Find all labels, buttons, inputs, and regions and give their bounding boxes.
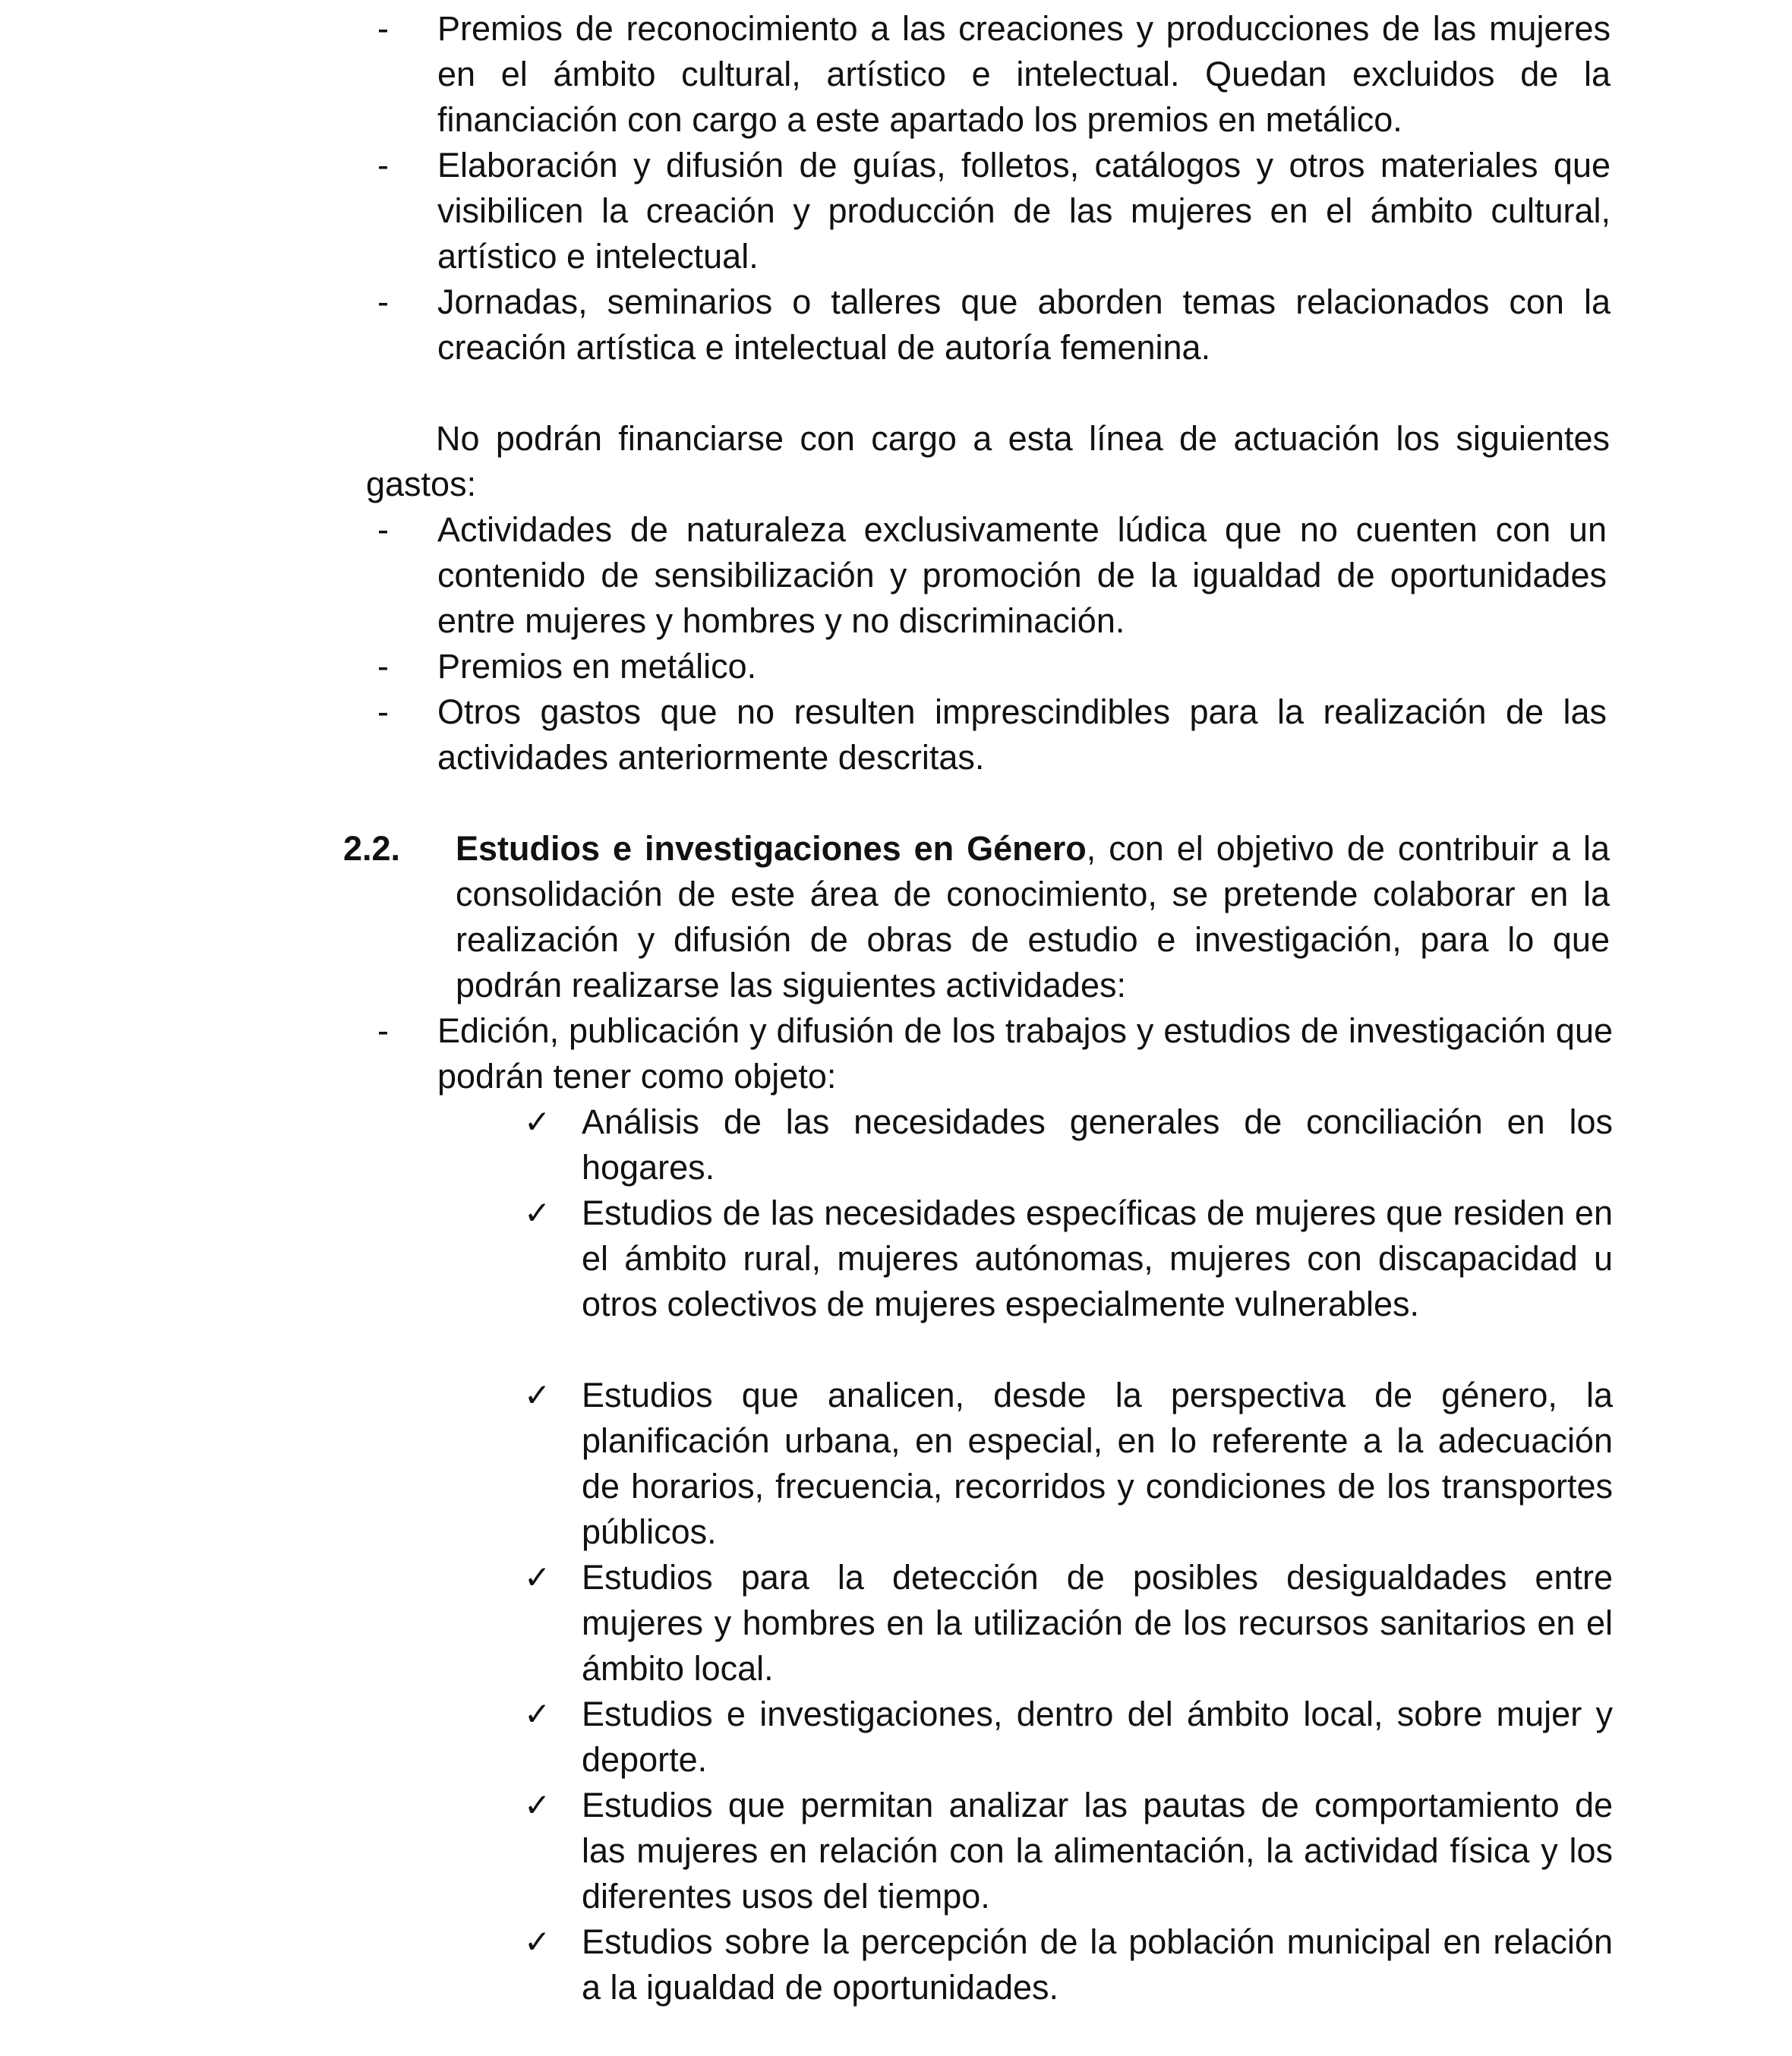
list-item: Otros gastos que no resulten imprescindibles para la realización de las actividades anteriormente descritas. (437, 692, 1607, 777)
dash-bullet: - (377, 647, 389, 686)
dash-bullet: - (377, 692, 389, 731)
check-icon: ✓ (524, 1559, 551, 1595)
list-item: Actividades de naturaleza exclusivamente lúdica que no cuenten con un contenido de sensibilización y promoción de la igualdad de oportunidades entre mujeres y hombres y no discriminación. (437, 510, 1607, 640)
exclusion-intro: No podrán financiarse con cargo a esta línea de actuación los siguientes gastos: (366, 419, 1610, 503)
section-number: 2.2. (343, 829, 401, 868)
check-icon: ✓ (524, 1787, 551, 1823)
list-item: Jornadas, seminarios o talleres que aborden temas relacionados con la creación artística e intelectual de autoría femenina. (437, 282, 1611, 367)
check-icon: ✓ (524, 1195, 551, 1231)
checklist-item: Estudios de las necesidades específicas de mujeres que residen en el ámbito rural, mujeres autónomas, mujeres con discapacidad u otros colectivos de mujeres especialmente vulnerables. (582, 1194, 1613, 1323)
checklist-item: Estudios que permitan analizar las pautas de comportamiento de las mujeres en relación con la alimentación, la actividad física y los diferentes usos del tiempo. (582, 1786, 1613, 1916)
list-item: Elaboración y difusión de guías, folletos, catálogos y otros materiales que visibilicen la creación y producción de las mujeres en el ámbito cultural, artístico e intelectual. (437, 146, 1611, 276)
checklist-item: Estudios e investigaciones, dentro del ámbito local, sobre mujer y deporte. (582, 1695, 1613, 1779)
section-body: , con el objetivo de contribuir a la consolidación de este área de conocimiento, se pretende colaborar en la realización y difusión de obras de estudio e investigación, para lo que podrán realizarse las siguientes actividades: (456, 829, 1610, 1004)
dash-bullet: - (377, 282, 389, 321)
check-icon: ✓ (524, 1104, 551, 1140)
dash-bullet: - (377, 9, 389, 48)
dash-bullet: - (377, 146, 389, 184)
dash-bullet: - (377, 1011, 389, 1050)
checklist-item: Análisis de las necesidades generales de conciliación en los hogares. (582, 1102, 1613, 1187)
checklist-item: Estudios sobre la percepción de la población municipal en relación a la igualdad de oportunidades. (582, 1922, 1613, 2007)
check-icon: ✓ (524, 1377, 551, 1413)
list-item: Edición, publicación y difusión de los trabajos y estudios de investigación que podrán tener como objeto: (437, 1011, 1613, 1096)
section-paragraph (456, 826, 1610, 1008)
checklist-item: Estudios para la detección de posibles desigualdades entre mujeres y hombres en la utilización de los recursos sanitarios en el ámbito local. (582, 1558, 1613, 1688)
list-item: Premios en metálico. (437, 647, 757, 686)
list-item: Premios de reconocimiento a las creaciones y producciones de las mujeres en el ámbito cultural, artístico e intelectual. Quedan excluidos de la financiación con cargo a este apartado los premios en metálico. (437, 9, 1611, 139)
check-icon: ✓ (524, 1696, 551, 1732)
check-icon: ✓ (524, 1924, 551, 1960)
dash-bullet: - (377, 510, 389, 549)
section-title: Estudios e investigaciones en Género (456, 829, 1087, 868)
checklist-item: Estudios que analicen, desde la perspectiva de género, la planificación urbana, en especial, en lo referente a la adecuación de horarios, frecuencia, recorridos y condiciones de los transportes públicos. (582, 1376, 1613, 1551)
